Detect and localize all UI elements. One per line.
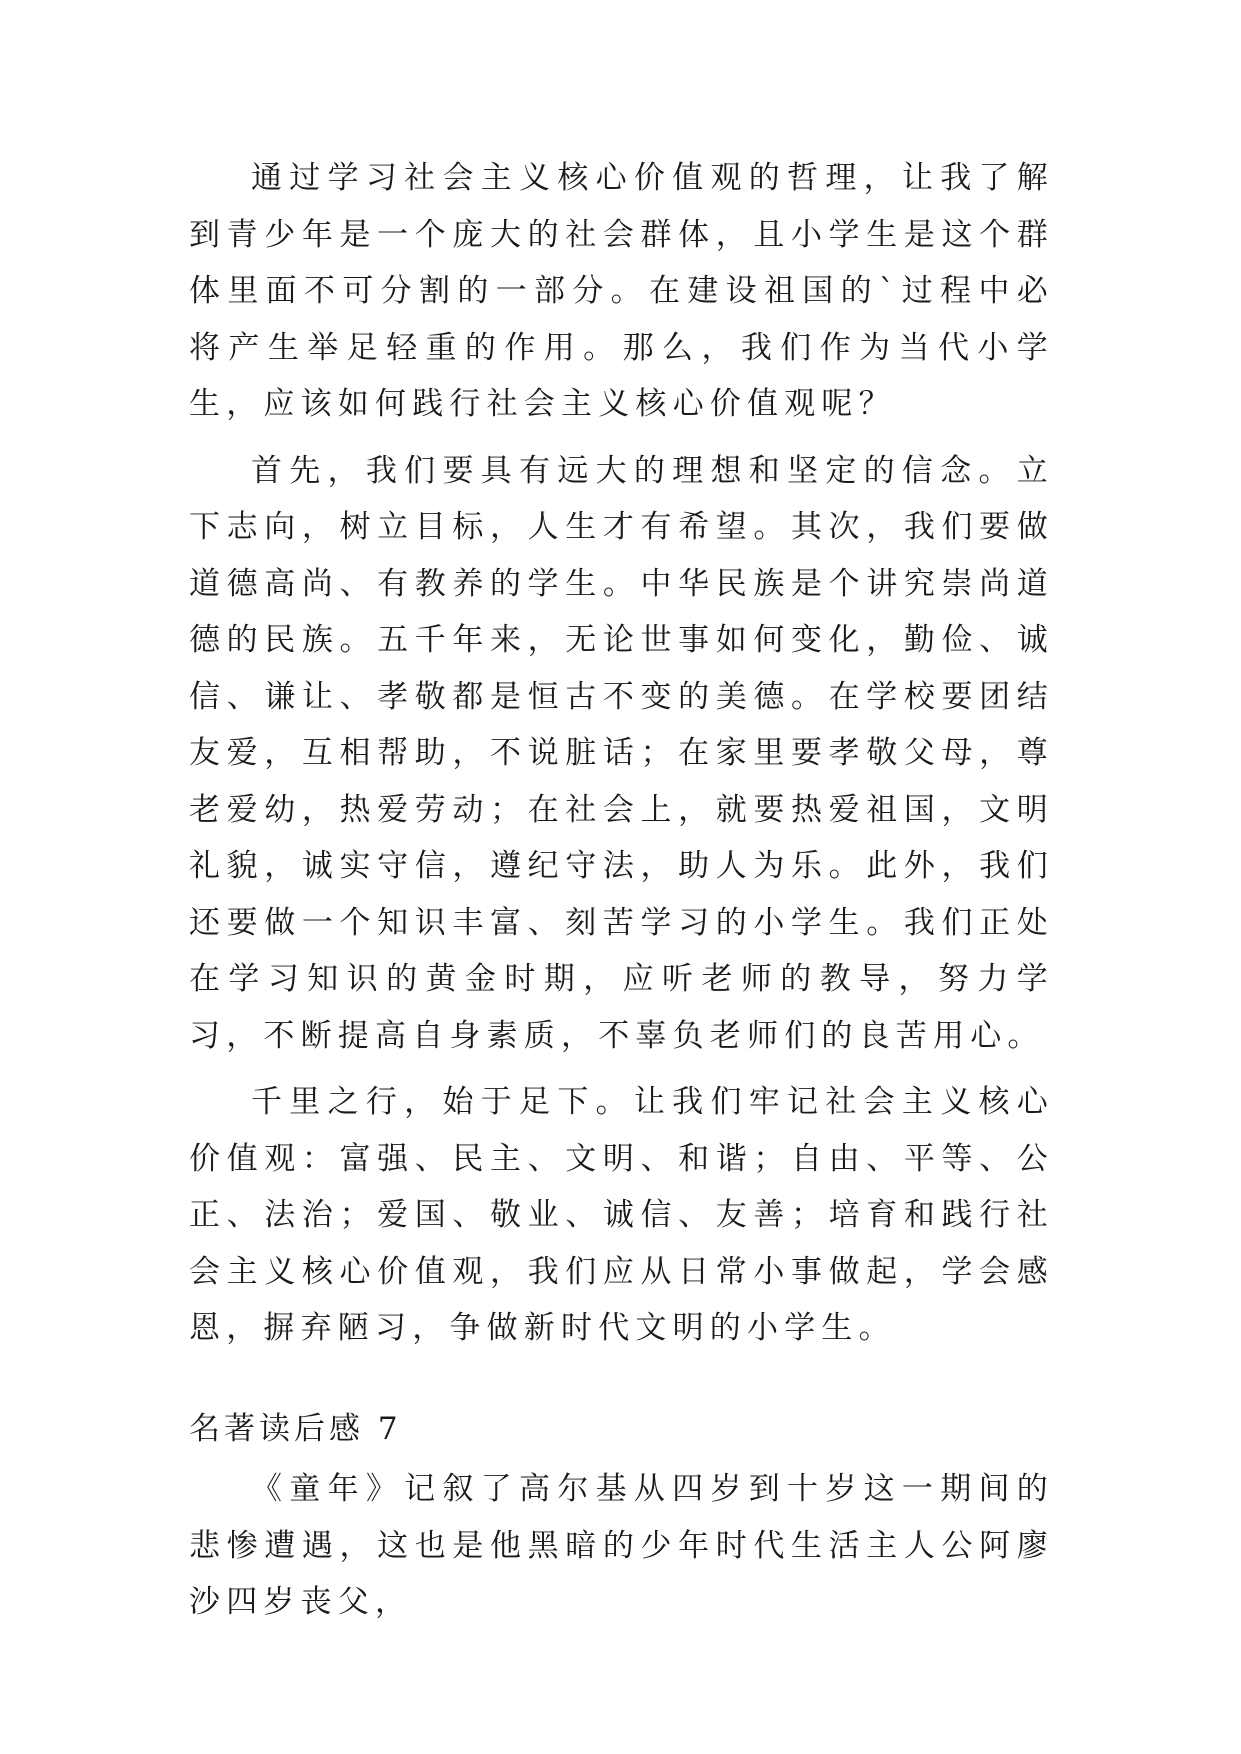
paragraph-3: 千里之行，始于足下。让我们牢记社会主义核心价值观：富强、民主、文明、和谐；自由、平等、公正、法治；爱国、敬业、诚信、友善；培育和践行社会主义核心价值观，我们应从日常小事做起，学会感恩，摒弃陋习，争做新时代文明的小学生。: [189, 1084, 1054, 1346]
section-paragraph: 《童年》记叙了高尔基从四岁到十岁这一期间的悲惨遭遇，这也是他黑暗的少年时代生活主人公阿廖沙四岁丧父，: [189, 1471, 1054, 1620]
document-body: [189, 150, 1054, 1641]
paragraph-2: 首先，我们要具有远大的理想和坚定的信念。立下志向，树立目标，人生才有希望。其次，我们要做道德高尚、有教养的学生。中华民族是个讲究崇尚道德的民族。五千年来，无论世事如何变化，勤俭、诚信、谦让、孝敬都是恒古不变的美德。在学校要团结友爱，互相帮助，不说脏话；在家里要孝敬父母，尊老爱幼，热爱劳动；在社会上，就要热爱祖国，文明礼貌，诚实守信，遵纪守法，助人为乐。此外，我们还要做一个知识丰富、刻苦学习的小学生。我们正处在学习知识的黄金时期，应听老师的教导，努力学习，不断提高自身素质，不辜负老师们的良苦用心。: [189, 452, 1054, 1054]
section-title: 名著读后感 7: [189, 1410, 402, 1447]
paragraph-1: 通过学习社会主义核心价值观的哲理，让我了解到青少年是一个庞大的社会群体，且小学生是这个群体里面不可分割的一部分。在建设祖国的`过程中必将产生举足轻重的作用。那么，我们作为当代小学生，应该如何践行社会主义核心价值观呢？: [189, 160, 1054, 422]
